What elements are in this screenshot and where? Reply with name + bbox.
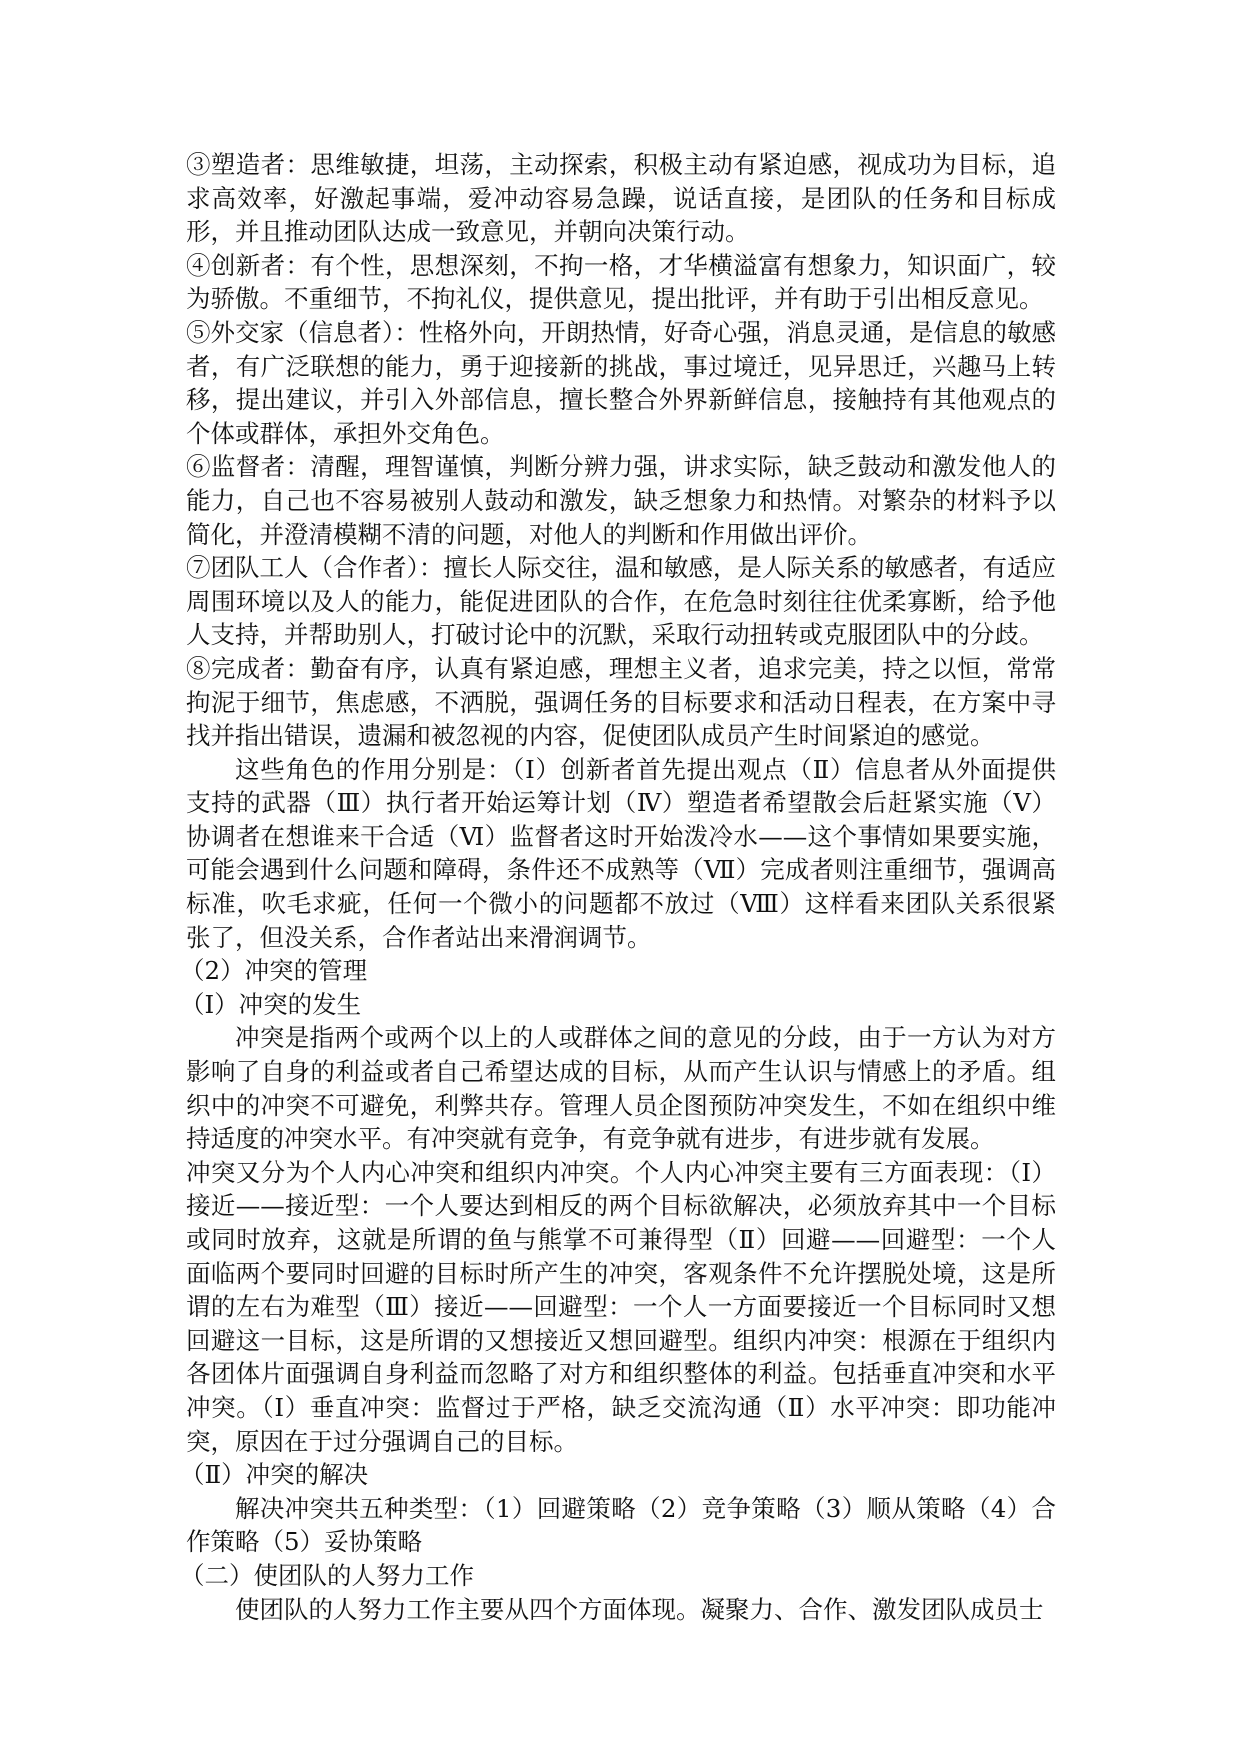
heading-motivate-team: （二）使团队的人努力工作 <box>180 1560 474 1590</box>
document-page <box>180 148 1056 1626</box>
paragraph-role-monitor: ⑥监督者：清醒，理智谨慎，判断分辨力强，讲求实际，缺乏鼓动和激发他人的能力，自己也不容易被别人鼓动和激发，缺乏想象力和热情。对繁杂的材料予以简化，并澄清模糊不清的问题，对他人的判断和作用做出评价。 <box>186 452 1056 549</box>
heading-conflict-origin: （Ⅰ）冲突的发生 <box>180 989 362 1019</box>
paragraph-motivate-intro: 使团队的人努力工作主要从四个方面体现。凝聚力、合作、激发团队成员士 <box>235 1594 1044 1624</box>
paragraph-role-finisher: ⑧完成者：勤奋有序，认真有紧迫感，理想主义者，追求完美，持之以恒，常常拘泥于细节，焦虑感，不洒脱，强调任务的目标要求和活动日程表，在方案中寻找并指出错误，遗漏和被忽视的内容，促使团队成员产生时间紧迫的感觉。 <box>186 653 1056 751</box>
paragraph-role-innovator: ④创新者：有个性，思想深刻，不拘一格，才华横溢富有想象力，知识面广，较为骄傲。不重细节，不拘礼仪，提供意见，提出批评，并有助于引出相反意见。 <box>186 250 1056 314</box>
paragraph-role-shaper: ③塑造者：思维敏捷，坦荡，主动探索，积极主动有紧迫感，视成功为目标，追求高效率，好激起事端，爱冲动容易急躁，说话直接，是团队的任务和目标成形，并且推动团队达成一致意见，并朝向决策行动。 <box>186 150 1056 247</box>
heading-conflict-resolution: （Ⅱ）冲突的解决 <box>180 1460 369 1490</box>
paragraph-conflict-definition: 冲突是指两个或两个以上的人或群体之间的意见的分歧，由于一方认为对方影响了自身的利益或者自己希望达成的目标，从而产生认识与情感上的矛盾。组织中的冲突不可避免，利弊共存。管理人员企图预防冲突发生，不如在组织中维持适度的冲突水平。有冲突就有竞争，有竞争就有进步，有进步就有发展。 <box>186 1023 1056 1154</box>
paragraph-conflict-types: 冲突又分为个人内心冲突和组织内冲突。个人内心冲突主要有三方面表现：（Ⅰ）接近——接近型：一个人要达到相反的两个目标欲解决，必须放弃其中一个目标或同时放弃，这就是所谓的鱼与熊掌不可兼得型（Ⅱ）回避——回避型：一个人面临两个要同时回避的目标时所产生的冲突，客观条件不允许摆脱处境，这是所谓的左右为难型（Ⅲ）接近——回避型：一个人一方面要接近一个目标同时又想回避这一目标，这是所谓的又想接近又想回避型。组织内冲突：根源在于组织内各团体片面强调自身利益而忽略了对方和组织整体的利益。包括垂直冲突和水平冲突。（Ⅰ）垂直冲突：监督过于严格，缺乏交流沟通（Ⅱ）水平冲突：即功能冲突，原因在于过分强调自己的目标。 <box>186 1157 1056 1456</box>
paragraph-conflict-strategies: 解决冲突共五种类型：（1）回避策略（2）竞争策略（3）顺从策略（4）合作策略（5）妥协策略 <box>186 1493 1056 1557</box>
paragraph-role-diplomat: ⑤外交家（信息者）：性格外向，开朗热情，好奇心强，消息灵通，是信息的敏感者，有广泛联想的能力，勇于迎接新的挑战，事过境迁，见异思迁，兴趣马上转移，提出建议，并引入外部信息，擅长整合外界新鲜信息，接触持有其他观点的个体或群体，承担外交角色。 <box>186 317 1056 448</box>
heading-conflict-management: （2）冲突的管理 <box>180 956 368 986</box>
paragraph-role-functions: 这些角色的作用分别是：（Ⅰ）创新者首先提出观点（Ⅱ）信息者从外面提供支持的武器（Ⅲ）执行者开始运筹计划（Ⅳ）塑造者希望散会后赶紧实施（Ⅴ）协调者在想谁来干合适（Ⅵ）监督者这时开始泼冷水——这个事情如果要实施，可能会遇到什么问题和障碍，条件还不成熟等（Ⅶ）完成者则注重细节，强调高标准，吹毛求疵，任何一个微小的问题都不放过（Ⅷ）这样看来团队关系很紧张了，但没关系，合作者站出来滑润调节。 <box>186 754 1056 952</box>
paragraph-role-teamworker: ⑦团队工人（合作者）：擅长人际交往，温和敏感，是人际关系的敏感者，有适应周围环境以及人的能力，能促进团队的合作，在危急时刻往往优柔寡断，给予他人支持，并帮助别人，打破讨论中的沉默，采取行动扭转或克服团队中的分歧。 <box>186 553 1056 650</box>
